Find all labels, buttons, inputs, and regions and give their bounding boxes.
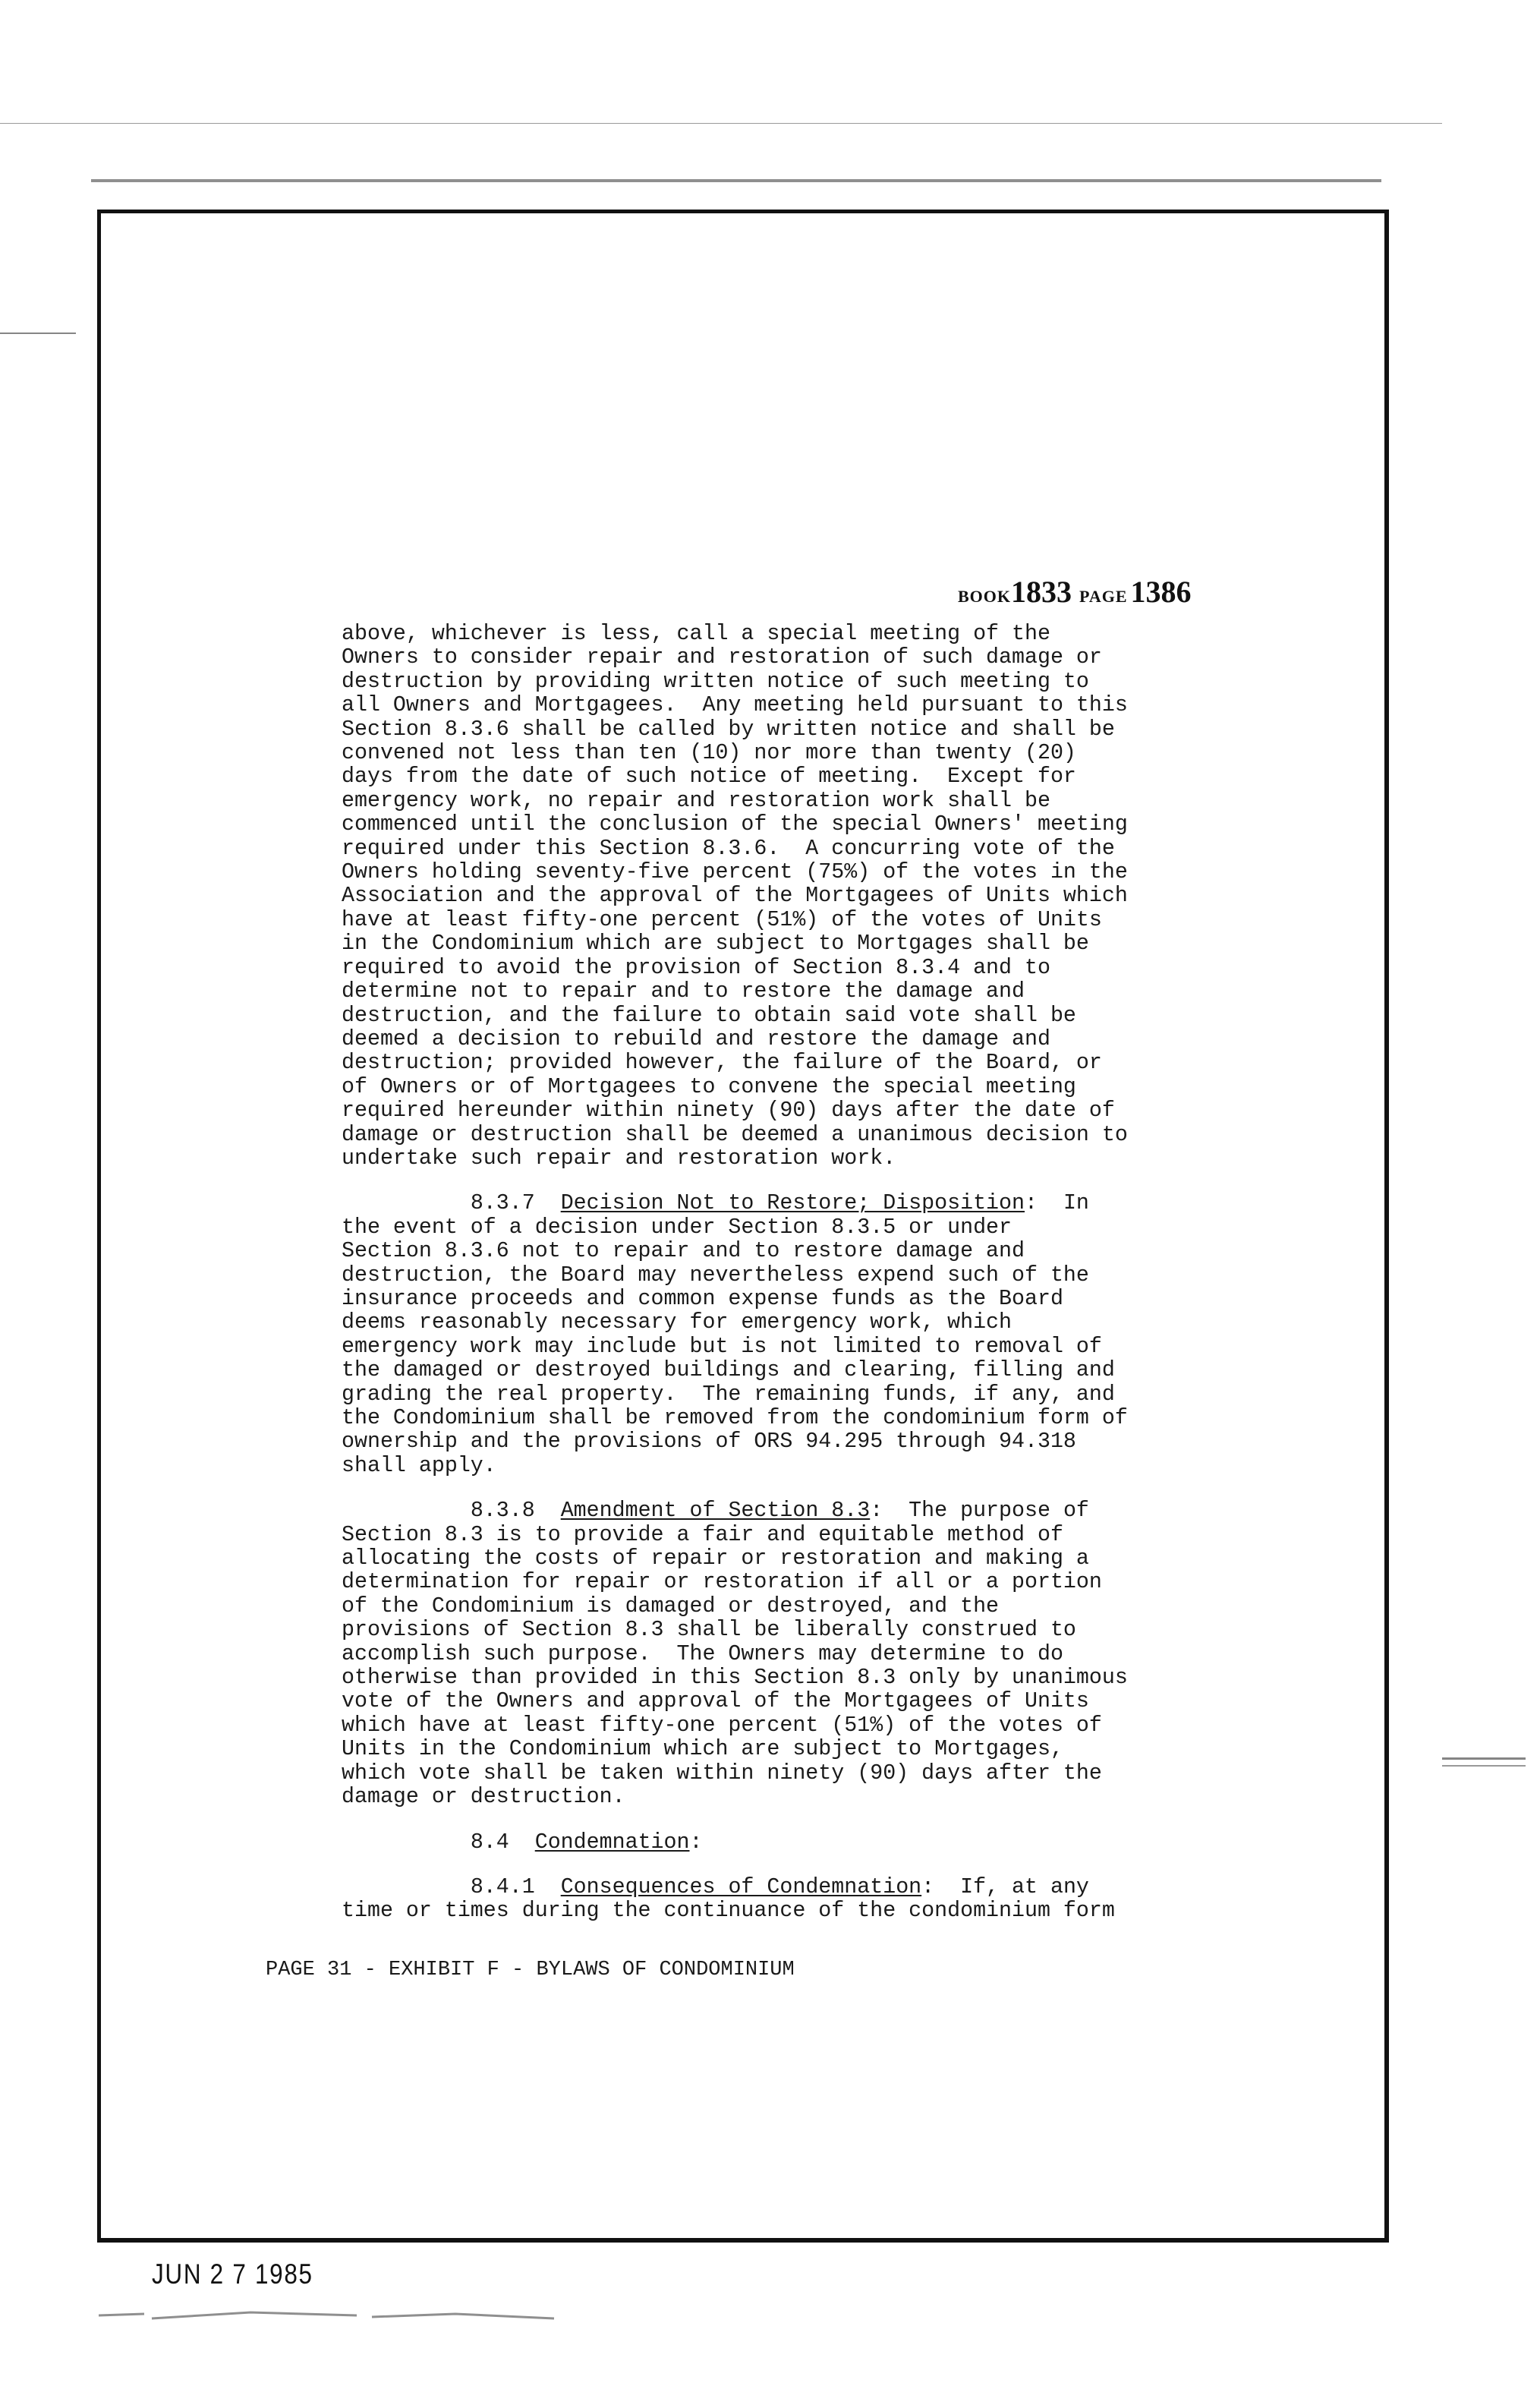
text-line: destruction; provided however, the failure of the Board, or — [342, 1051, 1102, 1076]
section-heading-rest: : In — [1025, 1191, 1089, 1216]
text-line: have at least fifty-one percent (51%) of the votes of Units — [342, 907, 1102, 932]
section-number: 8.4 — [470, 1830, 535, 1855]
text-line: accomplish such purpose. The Owners may determine to do — [342, 1641, 1063, 1666]
text-line: vote of the Owners and approval of the Mortgagees of Units — [342, 1689, 1089, 1714]
text-line: the Condominium shall be removed from the condominium form of — [342, 1406, 1128, 1430]
text-line: undertake such repair and restoration work. — [342, 1146, 896, 1171]
section-heading-line — [342, 1876, 1252, 1899]
text-line: damage or destruction. — [342, 1785, 625, 1810]
section-heading-line — [342, 1831, 1252, 1855]
page-footer: PAGE 31 - EXHIBIT F - BYLAWS OF CONDOMINIUM — [266, 1959, 795, 1981]
text-line: which have at least fifty-one percent (51%) of the votes of — [342, 1713, 1102, 1738]
text-line: above, whichever is less, call a special meeting of the — [342, 622, 1050, 646]
section-paragraph — [342, 1192, 1252, 1478]
text-line: convened not less than ten (10) nor more than twenty (20) — [342, 741, 1076, 766]
text-line: of the Condominium is damaged or destroyed, and the — [342, 1593, 1000, 1619]
text-line: of Owners or of Mortgagees to convene the special meeting — [342, 1074, 1076, 1099]
date-stamp: JUN 2 7 1985 — [152, 2258, 313, 2290]
text-line: determination for repair or restoration if all or a portion — [342, 1570, 1102, 1595]
text-line: allocating the costs of repair or restoration and making a — [342, 1546, 1089, 1571]
text-line: grading the real property. The remaining funds, if any, and — [342, 1382, 1115, 1407]
text-line: provisions of Section 8.3 shall be liberally construed to — [342, 1618, 1076, 1643]
stamp-page-number: 1386 — [1130, 575, 1192, 609]
text-line: required to avoid the provision of Section 8.3.4 and to — [342, 955, 1050, 980]
text-line: Section 8.3.6 not to repair and to restore damage and — [342, 1239, 1025, 1264]
text-line: which vote shall be taken within ninety (90) days after the — [342, 1760, 1102, 1786]
section-number: 8.3.8 — [470, 1499, 561, 1524]
section-heading-rest: : If, at any — [921, 1874, 1089, 1899]
scan-artifact-right-2 — [1442, 1765, 1526, 1767]
text-line: all Owners and Mortgagees. Any meeting held pursuant to this — [342, 693, 1128, 718]
text-line: destruction, the Board may nevertheless expend such of the — [342, 1262, 1089, 1288]
section-heading-line — [342, 1499, 1252, 1523]
section-heading: Condemnation — [534, 1830, 690, 1855]
paragraph-gap — [342, 1855, 1252, 1876]
section-paragraph — [342, 1499, 1252, 1809]
stamp-page-label: PAGE — [1079, 587, 1128, 606]
text-line: Association and the approval of the Mortgagees of Units which — [342, 884, 1128, 909]
scan-artifact-top-smudge — [91, 179, 1381, 182]
section-heading-rest: : — [689, 1830, 703, 1855]
scan-artifact-bottom — [99, 2308, 600, 2328]
section-paragraph — [342, 1831, 1252, 1855]
text-line: emergency work, no repair and restoration work shall be — [342, 788, 1050, 813]
section-heading-rest: : The purpose of — [870, 1499, 1089, 1524]
document-body — [342, 623, 1252, 1924]
section-heading: Amendment of Section 8.3 — [560, 1499, 871, 1524]
text-line: the event of a decision under Section 8.3.5 or under — [342, 1215, 1012, 1240]
stamp-book-number: 1833 — [1011, 575, 1072, 609]
section-paragraph — [342, 1876, 1252, 1924]
text-line: Section 8.3.6 shall be called by written notice and shall be — [342, 717, 1115, 742]
section-heading: Consequences of Condemnation — [560, 1874, 922, 1899]
section-number: 8.3.7 — [470, 1191, 561, 1216]
scan-artifact-top — [0, 123, 1442, 124]
paragraph-gap — [342, 1171, 1252, 1192]
text-line: damage or destruction shall be deemed a unanimous decision to — [342, 1122, 1128, 1147]
text-line: shall apply. — [342, 1453, 496, 1478]
text-line: Section 8.3 is to provide a fair and equitable method of — [342, 1522, 1063, 1547]
text-line: required under this Section 8.3.6. A concurring vote of the — [342, 836, 1115, 861]
scan-artifact-left — [0, 333, 76, 334]
text-line: required hereunder within ninety (90) days after the date of — [342, 1098, 1115, 1124]
paragraph-gap — [342, 1810, 1252, 1831]
text-line: determine not to repair and to restore the damage and — [342, 979, 1025, 1004]
section-number: 8.4.1 — [470, 1874, 561, 1899]
text-line: the damaged or destroyed buildings and clearing, filling and — [342, 1358, 1115, 1383]
text-line: insurance proceeds and common expense funds as the Board — [342, 1286, 1063, 1311]
continuation-paragraph — [342, 623, 1252, 1171]
text-line: otherwise than provided in this Section 8.3 only by unanimous — [342, 1666, 1128, 1691]
paragraph-gap — [342, 1478, 1252, 1499]
text-line: destruction by providing written notice of such meeting to — [342, 669, 1089, 694]
text-line: deemed a decision to rebuild and restore the damage and — [342, 1026, 1050, 1051]
text-line: Owners holding seventy-five percent (75%) of the votes in the — [342, 860, 1128, 885]
text-line: in the Condominium which are subject to Mortgages shall be — [342, 931, 1089, 957]
stamp-book-label: BOOK — [958, 587, 1012, 606]
text-line: Units in the Condominium which are subject to Mortgages, — [342, 1737, 1063, 1762]
text-line: days from the date of such notice of meeting. Except for — [342, 764, 1076, 790]
text-line: Owners to consider repair and restoration of such damage or — [342, 645, 1102, 670]
text-line: destruction, and the failure to obtain said vote shall be — [342, 1003, 1076, 1028]
text-line: emergency work may include but is not limited to removal of — [342, 1334, 1102, 1359]
text-line: time or times during the continuance of the condominium form — [342, 1899, 1115, 1924]
recording-stamp — [958, 574, 1199, 610]
scan-artifact-right — [1442, 1757, 1526, 1760]
text-line: commenced until the conclusion of the special Owners' meeting — [342, 812, 1128, 837]
section-heading: Decision Not to Restore; Disposition — [560, 1191, 1025, 1216]
text-line: deems reasonably necessary for emergency work, which — [342, 1310, 1012, 1335]
section-heading-line — [342, 1192, 1252, 1215]
text-line: ownership and the provisions of ORS 94.295 through 94.318 — [342, 1429, 1076, 1455]
